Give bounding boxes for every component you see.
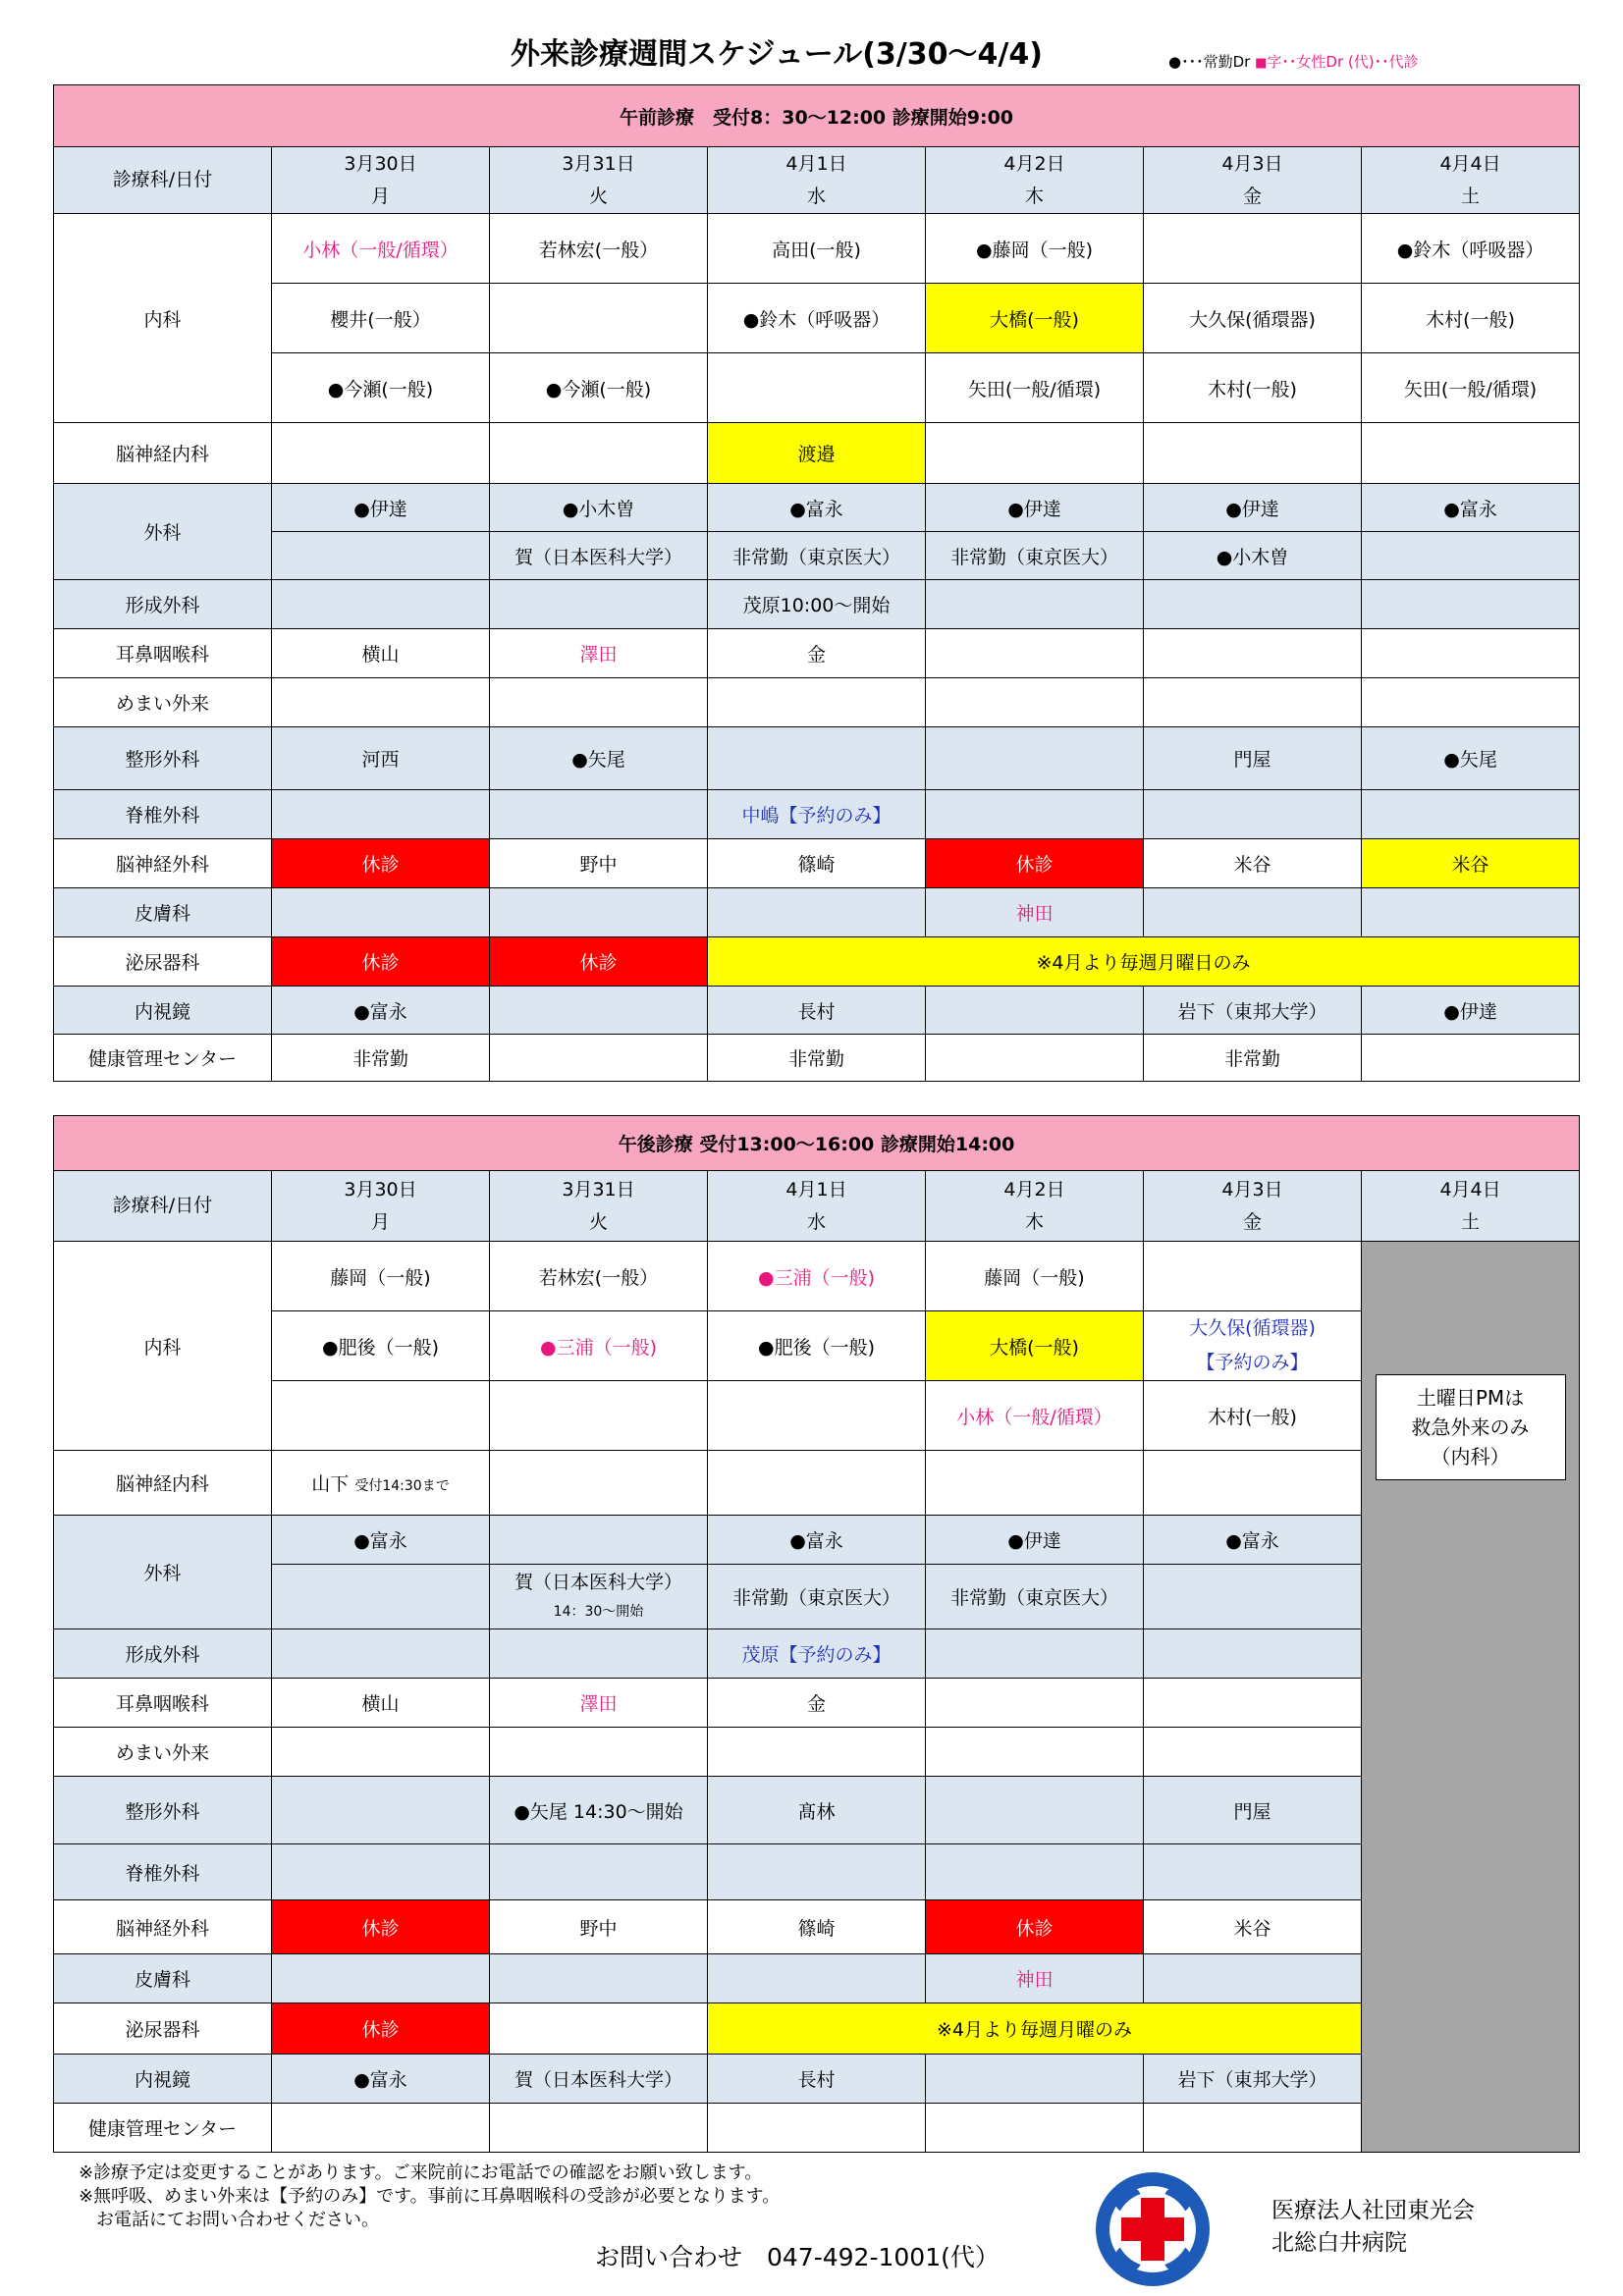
dept-date-header: 診療科/日付: [54, 147, 272, 214]
dept-hifu: 皮膚科: [54, 1954, 272, 2003]
cell: ●富永: [708, 484, 926, 532]
cell: [708, 888, 926, 937]
cell: [1144, 888, 1362, 937]
dept-noushinkei-geka: 脳神経外科: [54, 839, 272, 888]
cell: 長村: [708, 2055, 926, 2104]
day-header: 4月4日 土: [1362, 1171, 1580, 1242]
cell: 横山: [272, 629, 490, 678]
dept-kenkou: 健康管理センター: [54, 1035, 272, 1082]
closed-cell: 休診: [272, 839, 490, 888]
cell: [1144, 1728, 1362, 1777]
cell: [272, 1728, 490, 1777]
am-header: 午前診療 受付8：30〜12:00 診療開始9:00: [54, 85, 1580, 147]
cell: [926, 423, 1144, 484]
cell: [272, 1954, 490, 2003]
cell: 神田: [926, 1954, 1144, 2003]
legend-female: 字･･女性Dr: [1267, 53, 1344, 71]
cell: [1144, 1629, 1362, 1679]
cell: [1362, 532, 1580, 580]
pm-schedule-table: [53, 1115, 1580, 2153]
cell: [272, 2104, 490, 2153]
closed-cell: 休診: [272, 937, 490, 987]
cell: [1144, 678, 1362, 727]
cell: [926, 1728, 1144, 1777]
cell: 米谷: [1144, 839, 1362, 888]
cell: [490, 2003, 708, 2055]
org-hospital: 北総白井病院: [1271, 2230, 1407, 2256]
cell: [490, 790, 708, 839]
cell: [1144, 1954, 1362, 2003]
cell: 非常勤: [272, 1035, 490, 1082]
cell: [272, 1565, 490, 1629]
dept-sekitsui: 脊椎外科: [54, 790, 272, 839]
cell: ●矢尾: [1362, 727, 1580, 790]
footnote: ※無呼吸、めまい外来は【予約のみ】です。事前に耳鼻咽喉科の受診が必要となります。: [79, 2186, 781, 2207]
cell: 非常勤（東京医大）: [926, 532, 1144, 580]
saturday-pm-closed: [1362, 1242, 1580, 2153]
cell: [708, 678, 926, 727]
dept-keisei: 形成外科: [54, 580, 272, 629]
cell: ●藤岡（一般): [926, 214, 1144, 284]
cell: [272, 423, 490, 484]
closed-cell: 休診: [490, 937, 708, 987]
cell: [926, 580, 1144, 629]
cell: 賀（日本医科大学）: [490, 532, 708, 580]
cell: [708, 727, 926, 790]
cell: [1144, 1242, 1362, 1311]
cell: [926, 1035, 1144, 1082]
cell: 篠崎: [708, 1900, 926, 1954]
cell: [926, 1451, 1144, 1516]
cell: [1144, 1451, 1362, 1516]
cell: 矢田(一般/循環): [926, 353, 1144, 423]
dept-naika: 内科: [54, 1242, 272, 1451]
dept-memai: めまい外来: [54, 1728, 272, 1777]
cell: [708, 1954, 926, 2003]
cell: [1144, 1679, 1362, 1728]
cell: 横山: [272, 1679, 490, 1728]
cell: 髙林: [708, 1777, 926, 1844]
cell: [272, 790, 490, 839]
cell: ●今瀬(一般): [272, 353, 490, 423]
cell: ●小木曽: [1144, 532, 1362, 580]
cell: [490, 1629, 708, 1679]
cell: [1144, 790, 1362, 839]
cell: ●富永: [272, 987, 490, 1035]
cell: [272, 532, 490, 580]
day-header: 4月3日 金: [1144, 147, 1362, 214]
am-schedule-table: [53, 84, 1580, 1082]
cell: 茂原【予約のみ】: [708, 1629, 926, 1679]
org-corp: 医療法人社団東光会: [1271, 2198, 1475, 2223]
cell: 山下 受付14:30まで: [272, 1451, 490, 1516]
cell: [490, 1728, 708, 1777]
cell: ●今瀬(一般): [490, 353, 708, 423]
dept-noushinkei-geka: 脳神経外科: [54, 1900, 272, 1954]
cell: [926, 790, 1144, 839]
cell: 大久保(循環器) 【予約のみ】: [1144, 1311, 1362, 1381]
footnote: ※診療予定は変更することがあります。ご来院前にお電話での確認をお願い致します。: [79, 2163, 763, 2183]
cell: ●肥後（一般): [272, 1311, 490, 1381]
cell: [708, 1381, 926, 1451]
dept-naishikyo: 内視鏡: [54, 987, 272, 1035]
closed-cell: 休診: [272, 1900, 490, 1954]
cell: 門屋: [1144, 1777, 1362, 1844]
dept-jibi: 耳鼻咽喉科: [54, 1679, 272, 1728]
cell: [1362, 888, 1580, 937]
cell: 若林宏(一般）: [490, 214, 708, 284]
cell: [272, 1777, 490, 1844]
cell: [1362, 1035, 1580, 1082]
cell: ●矢尾 14:30〜開始: [490, 1777, 708, 1844]
cell: [926, 678, 1144, 727]
cell: ●伊達: [1144, 484, 1362, 532]
notice-cell: ※4月より毎週月曜のみ: [708, 2003, 1362, 2055]
cell: [490, 1035, 708, 1082]
day-header: 4月1日 水: [708, 147, 926, 214]
dept-hifu: 皮膚科: [54, 888, 272, 937]
saturday-note: 土曜日PMは 救急外来のみ （内科）: [1376, 1374, 1566, 1480]
cell: ●小木曽: [490, 484, 708, 532]
cell: [1144, 580, 1362, 629]
cell: [1144, 1844, 1362, 1900]
cell: [1362, 678, 1580, 727]
cell: [1144, 214, 1362, 284]
cell: [926, 1629, 1144, 1679]
cell: 金: [708, 629, 926, 678]
cell: 澤田: [490, 1679, 708, 1728]
cell: 非常勤: [1144, 1035, 1362, 1082]
cell: [490, 580, 708, 629]
dept-kenkou: 健康管理センター: [54, 2104, 272, 2153]
cell: [926, 629, 1144, 678]
dept-date-header: 診療科/日付: [54, 1171, 272, 1242]
cell: ●三浦（一般): [708, 1242, 926, 1311]
cell: [926, 2104, 1144, 2153]
cell: [708, 1844, 926, 1900]
cell: 長村: [708, 987, 926, 1035]
cell: 中嶋【予約のみ】: [708, 790, 926, 839]
day-header: 3月31日 火: [490, 147, 708, 214]
closed-cell: 休診: [272, 2003, 490, 2055]
cell: [272, 1381, 490, 1451]
cell: 大橋(一般): [926, 284, 1144, 353]
cell: 河西: [272, 727, 490, 790]
legend-square: ■: [1255, 56, 1268, 71]
day-header: 3月30日 月: [272, 1171, 490, 1242]
dept-geka: 外科: [54, 484, 272, 580]
day-header: 4月4日 土: [1362, 147, 1580, 214]
dept-naishikyo: 内視鏡: [54, 2055, 272, 2104]
day-header: 3月31日 火: [490, 1171, 708, 1242]
cell: 櫻井(一般）: [272, 284, 490, 353]
day-header: 4月3日 金: [1144, 1171, 1362, 1242]
dept-noushinkei-naika: 脳神経内科: [54, 1451, 272, 1516]
cell: [926, 1679, 1144, 1728]
cell: [490, 284, 708, 353]
cell: ●伊達: [1362, 987, 1580, 1035]
closed-cell: 休診: [926, 839, 1144, 888]
legend: [1168, 51, 1419, 72]
cell: 藤岡（一般): [272, 1242, 490, 1311]
legend-regular: ●･･･常勤Dr: [1168, 53, 1251, 71]
pm-header: 午後診療 受付13:00〜16:00 診療開始14:00: [54, 1116, 1580, 1171]
dept-memai: めまい外来: [54, 678, 272, 727]
cell: [926, 987, 1144, 1035]
cell: [1362, 423, 1580, 484]
footnote: お電話にてお問い合わせください。: [79, 2210, 379, 2230]
cell: ●伊達: [926, 484, 1144, 532]
cell: [490, 1954, 708, 2003]
legend-substitute: (代)･･代診: [1347, 53, 1419, 71]
cell: [490, 888, 708, 937]
cell: ●伊達: [272, 484, 490, 532]
cell: 野中: [490, 839, 708, 888]
cell: 篠崎: [708, 839, 926, 888]
cell: [490, 423, 708, 484]
cell: [490, 1451, 708, 1516]
cell: 米谷: [1362, 839, 1580, 888]
cell: ●富永: [1362, 484, 1580, 532]
cell: 大久保(循環器): [1144, 284, 1362, 353]
cell: ●鈴木（呼吸器）: [708, 284, 926, 353]
cell: 小林（一般/循環）: [272, 214, 490, 284]
cell: [1144, 2104, 1362, 2153]
dept-noushinkei-naika: 脳神経内科: [54, 423, 272, 484]
cell: [708, 2104, 926, 2153]
day-header: 4月1日 水: [708, 1171, 926, 1242]
cell: 小林（一般/循環）: [926, 1381, 1144, 1451]
cell: ●矢尾: [490, 727, 708, 790]
dept-sekitsui: 脊椎外科: [54, 1844, 272, 1900]
cell: [1144, 1565, 1362, 1629]
cell: [272, 1629, 490, 1679]
cell: [926, 2055, 1144, 2104]
cell: 金: [708, 1679, 926, 1728]
cell: [1362, 629, 1580, 678]
hospital-logo-icon: [1087, 2168, 1218, 2290]
cell: [926, 727, 1144, 790]
cell: [490, 1844, 708, 1900]
cell: [272, 888, 490, 937]
contact-phone: お問い合わせ 047-492-1001(代）: [595, 2243, 1000, 2271]
cell: 非常勤: [708, 1035, 926, 1082]
cell: 藤岡（一般): [926, 1242, 1144, 1311]
cell: 賀（日本医科大学） 14：30〜開始: [490, 1565, 708, 1629]
dept-naika: 内科: [54, 214, 272, 423]
cell: [708, 353, 926, 423]
footnotes: [79, 2162, 780, 2232]
cell: 矢田(一般/循環): [1362, 353, 1580, 423]
cell: [1362, 790, 1580, 839]
cell: 岩下（東邦大学）: [1144, 987, 1362, 1035]
cell: 澤田: [490, 629, 708, 678]
cell: 非常勤（東京医大）: [708, 1565, 926, 1629]
dept-keisei: 形成外科: [54, 1629, 272, 1679]
cell: 渡邉: [708, 423, 926, 484]
dept-geka: 外科: [54, 1516, 272, 1629]
cell: [708, 1451, 926, 1516]
cell: 岩下（東邦大学）: [1144, 2055, 1362, 2104]
cell: 高田(一般): [708, 214, 926, 284]
cell: 木村(一般): [1144, 353, 1362, 423]
cell: ●富永: [708, 1516, 926, 1565]
page-title: 外来診療週間スケジュール(3/30〜4/4): [511, 37, 1043, 72]
cell: 神田: [926, 888, 1144, 937]
cell: [490, 1516, 708, 1565]
cell: [708, 1728, 926, 1777]
day-header: 3月30日 月: [272, 147, 490, 214]
cell: [490, 2104, 708, 2153]
cell: 木村(一般): [1362, 284, 1580, 353]
cell: 門屋: [1144, 727, 1362, 790]
cell: ●富永: [1144, 1516, 1362, 1565]
dept-hinyou: 泌尿器科: [54, 2003, 272, 2055]
cell: 木村(一般): [1144, 1381, 1362, 1451]
cell: [272, 1844, 490, 1900]
closed-cell: 休診: [926, 1900, 1144, 1954]
cell: ●富永: [272, 1516, 490, 1565]
organization-name: [1271, 2195, 1475, 2260]
cell: [490, 1381, 708, 1451]
cell: 非常勤（東京医大）: [708, 532, 926, 580]
dept-seikei: 整形外科: [54, 1777, 272, 1844]
cell: [272, 580, 490, 629]
cell: [490, 987, 708, 1035]
day-header: 4月2日 木: [926, 1171, 1144, 1242]
cell: [490, 678, 708, 727]
dept-hinyou: 泌尿器科: [54, 937, 272, 987]
cell: 茂原10:00〜開始: [708, 580, 926, 629]
cell: [1362, 580, 1580, 629]
cell: 賀（日本医科大学）: [490, 2055, 708, 2104]
notice-cell: ※4月より毎週月曜日のみ: [708, 937, 1580, 987]
day-header: 4月2日 木: [926, 147, 1144, 214]
cell: 米谷: [1144, 1900, 1362, 1954]
cell: ●伊達: [926, 1516, 1144, 1565]
cell: 大橋(一般): [926, 1311, 1144, 1381]
dept-jibi: 耳鼻咽喉科: [54, 629, 272, 678]
cell: ●肥後（一般): [708, 1311, 926, 1381]
cell: ●鈴木（呼吸器）: [1362, 214, 1580, 284]
cell: 若林宏(一般）: [490, 1242, 708, 1311]
cell: [1144, 423, 1362, 484]
cell: [1144, 629, 1362, 678]
cell: [926, 1777, 1144, 1844]
cell: [272, 678, 490, 727]
cell: [926, 1844, 1144, 1900]
dept-seikei: 整形外科: [54, 727, 272, 790]
cell: ●富永: [272, 2055, 490, 2104]
cell: 野中: [490, 1900, 708, 1954]
cell: ●三浦（一般): [490, 1311, 708, 1381]
cell: 非常勤（東京医大）: [926, 1565, 1144, 1629]
